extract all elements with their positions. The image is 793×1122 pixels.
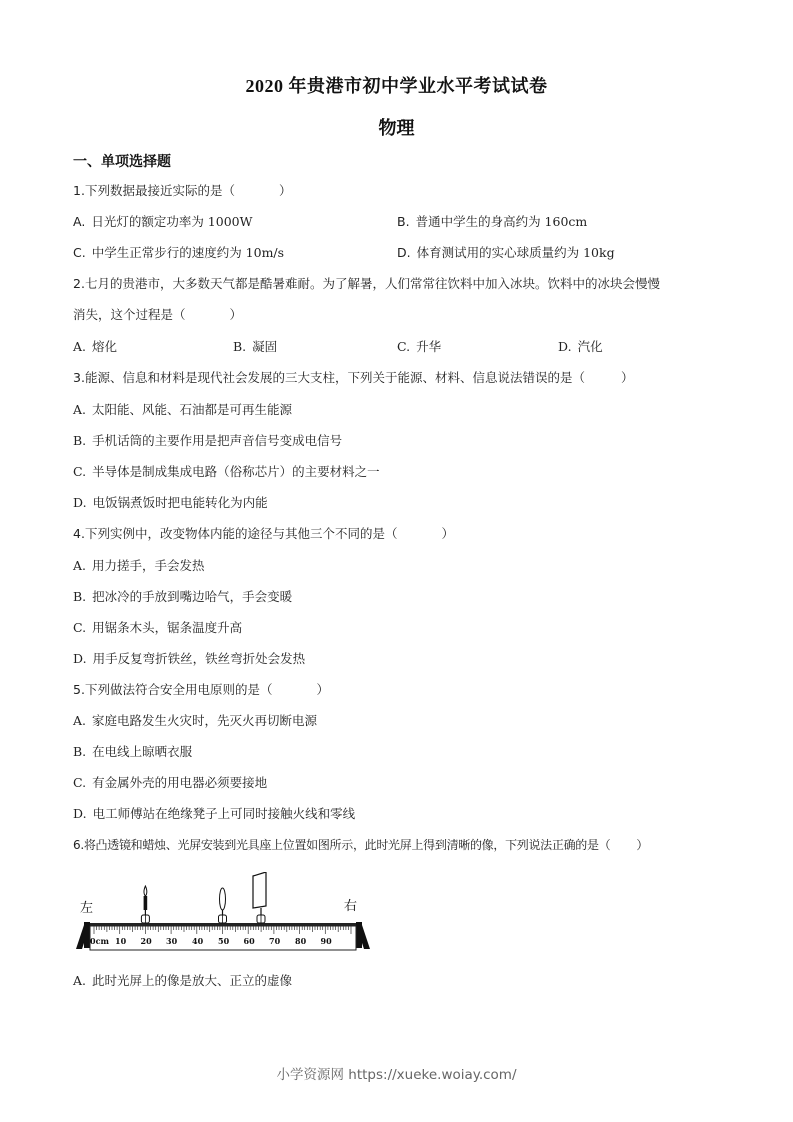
page-title: 2020 年贵港市初中学业水平考试试卷 — [245, 76, 548, 96]
right-label: 右 — [344, 899, 358, 914]
tick-label-60: 60 — [243, 936, 255, 946]
question-4-stem — [73, 526, 454, 542]
question-text: 将凸透镜和蜡烛、光屏安装到光具座上位置如图所示，此时光屏上得到清晰的像，下列说法正确的是（ — [83, 838, 611, 852]
question-5-option-d[interactable] — [73, 806, 355, 822]
option-text: 普通中学生的身高约为 160cm — [415, 214, 588, 229]
question-text: 七月的贵港市，大多数天气都是酷暑难耐。为了解暑，人们常常往饮料中加入冰块。饮料中的冰块会慢慢 — [84, 276, 660, 291]
option-label: D. — [73, 495, 87, 510]
option-text: 升华 — [416, 339, 442, 354]
question-1-option-c[interactable] — [73, 245, 284, 261]
footer-watermark: 小学资源网 https://xueke.woiay.com/ — [276, 1067, 517, 1083]
tick-label-30: 30 — [166, 936, 178, 946]
question-number: 3. — [73, 370, 85, 385]
option-text: 半导体是制成集成电路（俗称芯片）的主要材料之一 — [92, 464, 380, 479]
option-text: 电工师傅站在绝缘凳子上可同时接触火线和零线 — [92, 806, 356, 821]
question-1-option-a[interactable] — [73, 214, 252, 230]
option-text: 有金属外壳的用电器必须要接地 — [92, 775, 268, 790]
question-5-option-a[interactable] — [73, 713, 317, 729]
question-text: 下列实例中，改变物体内能的途径与其他三个不同的是（ — [84, 526, 398, 541]
question-paren-close: ） — [636, 838, 649, 852]
question-4-option-b[interactable] — [73, 589, 292, 605]
option-label: A. — [73, 973, 87, 988]
light-screen-icon — [253, 872, 266, 923]
tick-label-70: 70 — [269, 936, 281, 946]
question-number: 2. — [73, 276, 85, 291]
option-label: C. — [73, 245, 86, 260]
question-text: 下列做法符合安全用电原则的是（ — [84, 682, 273, 697]
question-1-stem — [73, 183, 291, 199]
option-text: 此时光屏上的像是放大、正立的虚像 — [92, 973, 293, 988]
option-label: B. — [397, 214, 410, 229]
question-paren-close: ） — [316, 682, 329, 697]
option-label: B. — [73, 433, 87, 448]
question-6-stem — [73, 837, 648, 853]
option-text: 在电线上晾晒衣服 — [92, 744, 193, 759]
option-text: 体育测试用的实心球质量约为 10kg — [416, 245, 615, 260]
question-paren-close: ） — [229, 307, 243, 322]
option-label: A. — [73, 214, 86, 229]
tick-label-80: 80 — [295, 936, 307, 946]
option-text: 把冰冷的手放到嘴边哈气，手会变暖 — [92, 589, 293, 604]
option-text: 汽化 — [577, 339, 603, 354]
question-1-option-b[interactable] — [397, 214, 587, 230]
option-label: A. — [73, 402, 87, 417]
question-number: 1. — [73, 183, 85, 198]
convex-lens-icon — [219, 888, 227, 923]
question-2-option-d[interactable] — [558, 339, 603, 355]
candle-icon — [141, 886, 149, 923]
question-text: 能源、信息和材料是现代社会发展的三大支柱，下列关于能源、材料、信息说法错误的是（ — [84, 370, 585, 385]
question-4-option-c[interactable] — [73, 620, 242, 636]
option-label: B. — [73, 589, 87, 604]
tick-label-40: 40 — [192, 936, 204, 946]
option-label: D. — [73, 806, 87, 821]
option-text: 太阳能、风能、石油都是可再生能源 — [92, 402, 293, 417]
question-2-option-a[interactable] — [73, 339, 117, 355]
question-text: 下列数据最接近实际的是（ — [84, 183, 235, 198]
section-heading: 一、单项选择题 — [73, 154, 171, 170]
question-number: 4. — [73, 526, 85, 541]
question-number: 6. — [73, 838, 84, 852]
option-text: 手机话筒的主要作用是把声音信号变成电信号 — [92, 433, 343, 448]
option-label: C. — [73, 464, 87, 479]
tick-label-10: 10 — [115, 936, 127, 946]
question-3-option-c[interactable] — [73, 464, 380, 480]
optical-bench-figure — [68, 872, 383, 954]
option-text: 凝固 — [252, 339, 278, 354]
option-text: 用手反复弯折铁丝，铁丝弯折处会发热 — [92, 651, 306, 666]
option-text: 家庭电路发生火灾时，先灭火再切断电源 — [92, 713, 318, 728]
option-text: 熔化 — [92, 339, 118, 354]
question-2-option-b[interactable] — [233, 339, 277, 355]
question-2-stem-line1 — [73, 276, 660, 292]
question-5-stem — [73, 682, 329, 698]
question-text: 消失，这个过程是（ — [73, 307, 186, 322]
tick-label-90: 90 — [320, 936, 332, 946]
question-2-stem-line2 — [73, 307, 242, 323]
question-3-option-d[interactable] — [73, 495, 268, 511]
option-label: A. — [73, 713, 87, 728]
question-number: 5. — [73, 682, 85, 697]
question-6-option-a[interactable] — [73, 973, 292, 989]
option-text: 电饭锅煮饭时把电能转化为内能 — [92, 495, 268, 510]
option-text: 中学生正常步行的速度约为 10m/s — [91, 245, 285, 260]
tick-label-20: 20 — [140, 936, 152, 946]
option-label: D. — [397, 245, 411, 260]
tick-label-0: 0cm — [90, 936, 109, 946]
question-3-stem — [73, 370, 633, 386]
question-4-option-d[interactable] — [73, 651, 305, 667]
question-1-option-d[interactable] — [397, 245, 615, 261]
page-subtitle: 物理 — [378, 118, 415, 139]
question-paren-close: ） — [278, 183, 292, 198]
option-label: A. — [73, 339, 87, 354]
option-label: B. — [233, 339, 247, 354]
question-4-option-a[interactable] — [73, 558, 205, 574]
question-2-option-c[interactable] — [397, 339, 441, 355]
left-label: 左 — [80, 901, 94, 916]
option-label: A. — [73, 558, 87, 573]
option-label: B. — [73, 744, 87, 759]
option-label: D. — [558, 339, 572, 354]
question-5-option-c[interactable] — [73, 775, 267, 791]
option-label: D. — [73, 651, 87, 666]
option-label: C. — [73, 775, 87, 790]
question-5-option-b[interactable] — [73, 744, 192, 760]
option-text: 用锯条木头，锯条温度升高 — [92, 620, 243, 635]
question-3-option-b[interactable] — [73, 433, 342, 449]
tick-label-50: 50 — [218, 936, 230, 946]
option-label: C. — [73, 620, 87, 635]
question-paren-close: ） — [620, 370, 634, 385]
question-paren-close: ） — [441, 526, 454, 541]
option-label: C. — [397, 339, 411, 354]
question-3-option-a[interactable] — [73, 402, 292, 418]
option-text: 用力搓手，手会发热 — [92, 558, 205, 573]
option-text: 日光灯的额定功率为 1000W — [91, 214, 253, 229]
